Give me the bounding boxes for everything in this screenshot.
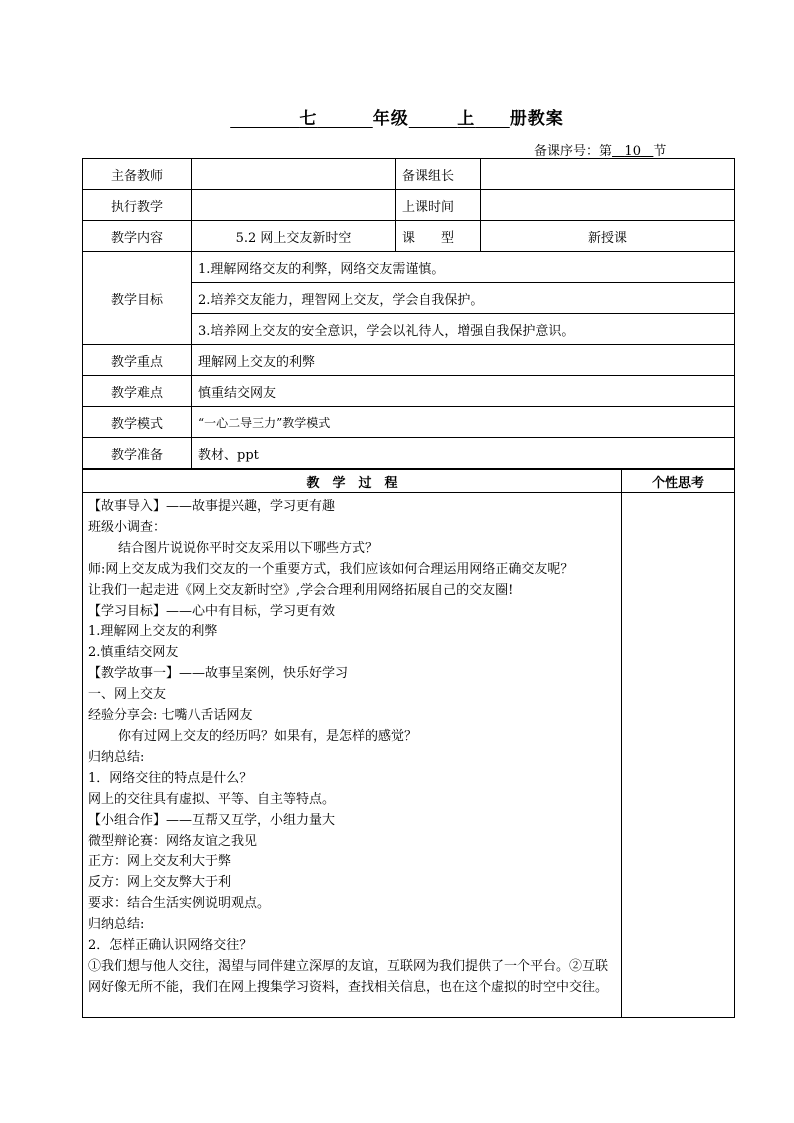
serial-number: 10 [624,144,641,159]
group-leader-label: 备课组长 [396,159,481,190]
info-row-content [83,221,735,252]
class-time-label: 上课时间 [396,190,481,221]
difficulty-label: 教学难点 [83,376,192,407]
key-point-value: 理解网上交友的利弊 [192,345,735,376]
process-line: 经验分享会: 七嘴八舌话网友 [88,708,253,724]
info-row-goal-1 [83,252,735,283]
term-field: 上 [457,109,476,129]
lesson-info-table [82,158,735,469]
lesson-serial: 备课序号：第 10 节 [534,144,667,159]
process-line: 2．怎样正确认识网络交往？ [88,938,253,954]
process-line: 要求：结合生活实例说明观点。 [88,896,271,912]
lesson-type-value: 新授课 [481,221,735,252]
goal-item: 1.理解网络交友的利弊，网络交友需谨慎。 [192,252,735,283]
info-row-preparation [83,438,735,469]
goal-item: 3.培养网上交友的安全意识，学会以礼待人，增强自我保护意识。 [192,314,735,345]
process-line: 归纳总结: [88,917,145,933]
grade-field: 七 [299,109,318,129]
process-line: 正方：网上交友利大于弊 [88,854,232,870]
mode-value: “一心二导三力”教学模式 [192,407,735,438]
page-title [0,104,794,129]
personal-thoughts-cell [622,493,735,1018]
process-header-row [83,470,735,493]
exec-teacher-value [192,190,396,221]
section-heading: 【教学故事一】——故事呈案例，快乐好学习 [88,666,349,682]
grade-suffix: 年级 [372,109,409,129]
process-body-row [83,493,735,1018]
process-line: 你有过网上交友的经历吗？如果有，是怎样的感觉？ [118,728,418,744]
class-time-value [481,190,735,221]
info-row-mode [83,407,735,438]
key-point-label: 教学重点 [83,345,192,376]
lead-teacher-label: 主备教师 [83,159,192,190]
section-heading: 【故事导入】——故事提兴趣，学习更有趣 [88,499,336,514]
term-suffix: 册教案 [509,109,564,129]
process-line: 网上的交往具有虚拟、平等、自主等特点。 [88,791,336,807]
personal-thoughts-header: 个性思考 [622,470,735,493]
process-line: 反方：网上交友弊大于利 [88,875,232,891]
process-header: 教 学 过 程 [83,470,622,493]
goals-label: 教学目标 [83,252,192,345]
goal-item: 2.培养交友能力，理智网上交友，学会自我保护。 [192,283,735,314]
difficulty-value: 慎重结交网友 [192,376,735,407]
content-label: 教学内容 [83,221,192,252]
info-row-difficulty [83,376,735,407]
process-line: 2.慎重结交网友 [88,645,179,661]
exec-teacher-label: 执行教学 [83,190,192,221]
group-leader-value [481,159,735,190]
info-row-teachers [83,159,735,190]
teaching-process-table [82,469,735,1018]
process-paragraph: ①我们想与他人交往，渴望与同伴建立深厚的友谊，互联网为我们提供了一个平台。②互联网好像无所不能，我们在网上搜集学习资料，查找相关信息，也在这个虚拟的时空中交往。 [88,958,609,995]
info-row-execution [83,190,735,221]
process-content [83,493,622,1018]
process-line: 师:网上交友成为我们交友的一个重要方式，我们应该如何合理运用网络正确交友呢？ [88,561,574,577]
mode-label: 教学模式 [83,407,192,438]
process-line: 结合图片说说你平时交友采用以下哪些方式？ [118,540,379,556]
process-line: 归纳总结: [88,749,145,765]
info-row-key-point [83,345,735,376]
process-line: 一、网上交友 [88,687,167,703]
process-line: 让我们一起走进《网上交友新时空》,学会合理利用网络拓展自己的交友圈! [88,582,514,598]
preparation-label: 教学准备 [83,438,192,469]
preparation-value: 教材、ppt [192,438,735,469]
lesson-type-label: 课 型 [396,221,481,252]
content-value: 5.2 网上交友新时空 [192,221,396,252]
section-heading: 【学习目标】——心中有目标，学习更有效 [88,603,336,619]
section-heading: 【小组合作】——互帮又互学，小组力量大 [88,812,336,828]
process-line: 1．网络交往的特点是什么？ [88,770,253,786]
process-line: 班级小调查： [88,519,167,535]
lead-teacher-value [192,159,396,190]
process-line: 1.理解网上交友的利弊 [88,624,218,640]
process-line: 微型辩论赛：网络友谊之我见 [88,833,258,849]
